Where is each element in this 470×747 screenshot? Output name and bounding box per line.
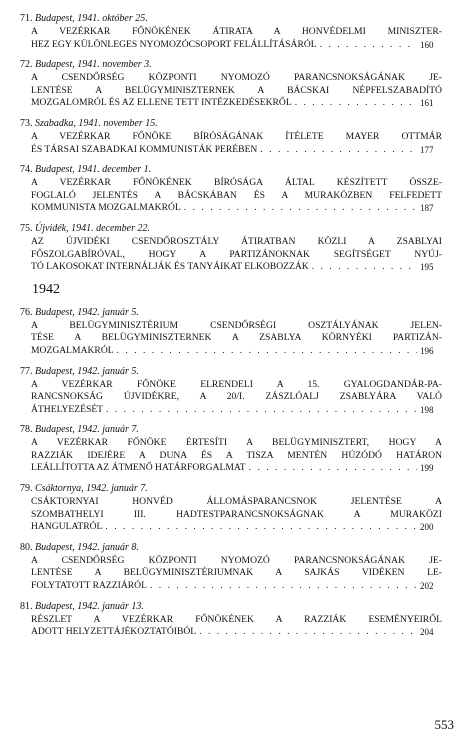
entry-title-line: FŐSZOLGABÍRÓVAL, HOGY A PARTIZÁNOKNAK SEGÍTSÉGET NYÚJ- — [31, 248, 442, 260]
entry-title-line — [31, 39, 442, 52]
entry-page-number: 195 — [420, 262, 434, 273]
entry-header — [20, 541, 442, 554]
entry-number: 79. — [20, 483, 33, 495]
entry-title — [20, 496, 442, 534]
entry-title-text: MOZGALMAKRÓL — [31, 344, 114, 356]
entry-title-line: TÉSE A BELÜGYMINISZTERNEK A ZSABLYA KÖRNYÉKI PARTIZÁN- — [31, 332, 442, 344]
entry-title-line — [31, 404, 442, 417]
entry-number: 73. — [20, 117, 33, 129]
entry-title-line: A VEZÉRKAR FŐNÖKÉNEK ÁTIRATA A HONVÉDELMI MINISZTER- — [31, 26, 442, 37]
entry-page-number: 177 — [420, 144, 434, 155]
entry-title-line: A CSENDŐRSÉG KÖZPONTI NYOMOZÓ PARANCSNOKSÁGÁNAK JE- — [31, 554, 442, 566]
entry-header — [20, 222, 442, 235]
entry-title — [20, 177, 442, 215]
toc-entry — [20, 117, 442, 156]
entry-title-line — [31, 521, 442, 534]
entry-title-line: A VEZÉRKAR FŐNÖKE BÍRÓSÁGÁNAK ÍTÉLETE MAYER OTTMÁR — [31, 130, 442, 142]
entry-title — [20, 437, 442, 475]
dot-leader — [199, 626, 417, 639]
toc-entry — [20, 306, 442, 358]
entry-title-text: ÁTHELYEZÉSÉT — [31, 403, 104, 415]
entry-title-line — [31, 345, 442, 358]
entry-number: 77. — [20, 365, 33, 377]
entry-title — [20, 614, 442, 639]
entry-place-date: Újvidék, 1941. december 22. — [35, 222, 150, 234]
entry-title-line: A CSENDŐRSÉG KÖZPONTI NYOMOZÓ PARANCSNOKSÁGÁNAK JE- — [31, 72, 442, 84]
entry-title — [20, 72, 442, 110]
entry-page-number: 204 — [420, 627, 434, 638]
dot-leader — [295, 97, 417, 110]
dot-leader — [150, 580, 417, 593]
year-heading: 1942 — [32, 281, 60, 297]
table-of-contents — [20, 12, 442, 646]
entry-place-date: Szabadka, 1941. november 15. — [35, 117, 158, 129]
entry-title-line — [31, 580, 442, 593]
dot-leader — [106, 404, 417, 417]
entry-title-line: RAZZIÁK IDEJÉRE A DUNA ÉS A TISZA MENTÉN HÚZÓDÓ HATÁRON — [31, 449, 442, 461]
entry-title-text: HANGULATRÓL — [31, 521, 103, 533]
entry-number: 81. — [20, 600, 33, 612]
dot-leader — [249, 462, 417, 475]
entry-title-line: A BELÜGYMINISZTÉRIUM CSENDŐRSÉGI OSZTÁLYÁNAK JELEN- — [31, 319, 442, 331]
entry-header — [20, 482, 442, 495]
entry-title-line: FOGLALÓ JELENTÉS A BÁCSKÁBAN ÉS A MURAKÖZBEN FELFEDETT — [31, 189, 442, 201]
toc-entry — [20, 482, 442, 534]
entry-title-line — [31, 462, 442, 475]
entry-place-date: Budapest, 1942. január 13. — [35, 600, 144, 612]
entry-place-date: Budapest, 1942. január 7. — [35, 424, 139, 436]
entry-number: 78. — [20, 424, 33, 436]
entry-title-text: MOZGALOMRÓL ÉS AZ ELLENE TETT INTÉZKEDÉSEKRŐL — [31, 97, 292, 109]
entry-header — [20, 163, 442, 176]
entry-title-text: FOLYTATOTT RAZZIÁRÓL — [31, 580, 147, 592]
entry-title-line: SZOMBATHELYI III. HADTESTPARANCSNOKSÁGNAK A MURAKÖZI — [31, 508, 442, 520]
dot-leader — [260, 144, 417, 157]
toc-entry — [20, 222, 442, 274]
entry-title-line: AZ ÚJVIDÉKI CSENDŐROSZTÁLY ÁTIRATBAN KÖZLI A ZSABLYAI — [31, 235, 442, 247]
toc-entry — [20, 541, 442, 593]
entries-1942 — [20, 306, 442, 639]
entry-place-date: Budapest, 1941. november 3. — [35, 59, 152, 71]
entry-title-line: A VEZÉRKAR FŐNÖKE ELRENDELI A 15. GYALOGDANDÁR-PA- — [31, 378, 442, 390]
entry-title-line: RÉSZLET A VEZÉRKAR FŐNÖKÉNEK A RAZZIÁK ESEMÉNYEIRŐL — [31, 613, 442, 625]
entry-title-line: CSÁKTORNYAI HONVÉD ÁLLOMÁSPARANCSNOK JELENTÉSE A — [31, 496, 442, 508]
dot-leader — [312, 261, 417, 274]
entry-page-number: 160 — [420, 39, 434, 50]
entry-number: 72. — [20, 59, 33, 71]
entry-place-date: Budapest, 1942. január 5. — [35, 306, 139, 318]
entry-number: 76. — [20, 306, 33, 318]
entry-title — [20, 131, 442, 156]
dot-leader — [320, 39, 417, 52]
entry-header — [20, 423, 442, 436]
page-number: 553 — [434, 717, 454, 732]
entry-number: 74. — [20, 164, 33, 176]
entry-title-text: ADOTT HELYZETTÁJÉKOZTATÓIBÓL — [31, 626, 197, 638]
toc-entry — [20, 12, 442, 51]
entry-title-line — [31, 261, 442, 274]
dot-leader — [184, 202, 417, 215]
entry-title-line — [31, 144, 442, 157]
dot-leader — [105, 521, 417, 534]
entry-title-line — [31, 202, 442, 215]
entry-title — [20, 555, 442, 593]
entries-1941 — [20, 12, 442, 274]
entry-title-line: A VEZÉRKAR FŐNÖKE ÉRTESÍTI A BELÜGYMINISZTERT, HOGY A — [31, 437, 442, 449]
entry-title-line: LENTÉSE A BELÜGYMINISZTERNEK A BÁCSKAI NÉPFELSZABADÍTÓ — [31, 84, 442, 96]
entry-title-line — [31, 97, 442, 110]
entry-title — [20, 236, 442, 274]
entry-title — [20, 379, 442, 417]
entry-title-line — [31, 626, 442, 639]
entry-page-number: 161 — [420, 98, 434, 109]
entry-place-date: Budapest, 1941. október 25. — [35, 13, 148, 24]
entry-header — [20, 365, 442, 378]
entry-number: 71. — [20, 13, 33, 24]
toc-entry — [20, 365, 442, 417]
entry-header — [20, 12, 442, 25]
entry-header — [20, 600, 442, 613]
entry-header — [20, 306, 442, 319]
entry-page-number: 196 — [420, 345, 434, 356]
toc-entry — [20, 423, 442, 475]
entry-title-line: A VEZÉRKAR FŐNÖKÉNEK BÍRÓSÁGA ÁLTAL KÉSZÍTETT ÖSSZE- — [31, 177, 442, 189]
entry-title-text: ÉS TÁRSAI SZABADKAI KOMMUNISTÁK PERÉBEN — [31, 143, 258, 155]
entry-title-text: HEZ EGY KÜLÖNLEGES NYOMOZÓCSOPORT FELÁLLÍTÁSÁRÓL — [31, 38, 317, 50]
entry-number: 80. — [20, 541, 33, 553]
entry-title — [20, 320, 442, 358]
entry-title-line: RANCSNOKSÁG ÚJVIDÉKRE, A 20/I. ZÁSZLÓALJ ZSABLYÁRA VALÓ — [31, 391, 442, 403]
entry-title-text: TÓ LAKOSOKAT INTERNÁLJÁK ÉS TANYÁIKAT ELKOBOZZÁK — [31, 261, 309, 273]
entry-place-date: Budapest, 1942. január 8. — [35, 541, 139, 553]
entry-title — [20, 26, 442, 51]
entry-header — [20, 58, 442, 71]
entry-place-date: Csáktornya, 1942. január 7. — [35, 483, 148, 495]
toc-entry — [20, 163, 442, 215]
entry-page-number: 200 — [420, 522, 434, 533]
entry-page-number: 202 — [420, 581, 434, 592]
entry-header — [20, 117, 442, 130]
entry-title-text: KOMMUNISTA MOZGALMAKRÓL — [31, 202, 181, 214]
entry-place-date: Budapest, 1942. január 5. — [35, 365, 139, 377]
entry-page-number: 187 — [420, 203, 434, 214]
entry-place-date: Budapest, 1941. december 1. — [35, 164, 152, 176]
entry-number: 75. — [20, 222, 33, 234]
toc-entry — [20, 600, 442, 639]
entry-title-line: LENTÉSE A BELÜGYMINISZTÉRIUMNAK A SAJKÁS VIDÉKEN LE- — [31, 567, 442, 579]
dot-leader — [117, 345, 417, 358]
toc-entry — [20, 58, 442, 110]
entry-page-number: 198 — [420, 404, 434, 415]
entry-title-text: LEÁLLÍTOTTA AZ ÁTMENŐ HATÁRFORGALMAT — [31, 462, 246, 474]
entry-page-number: 199 — [420, 463, 434, 474]
